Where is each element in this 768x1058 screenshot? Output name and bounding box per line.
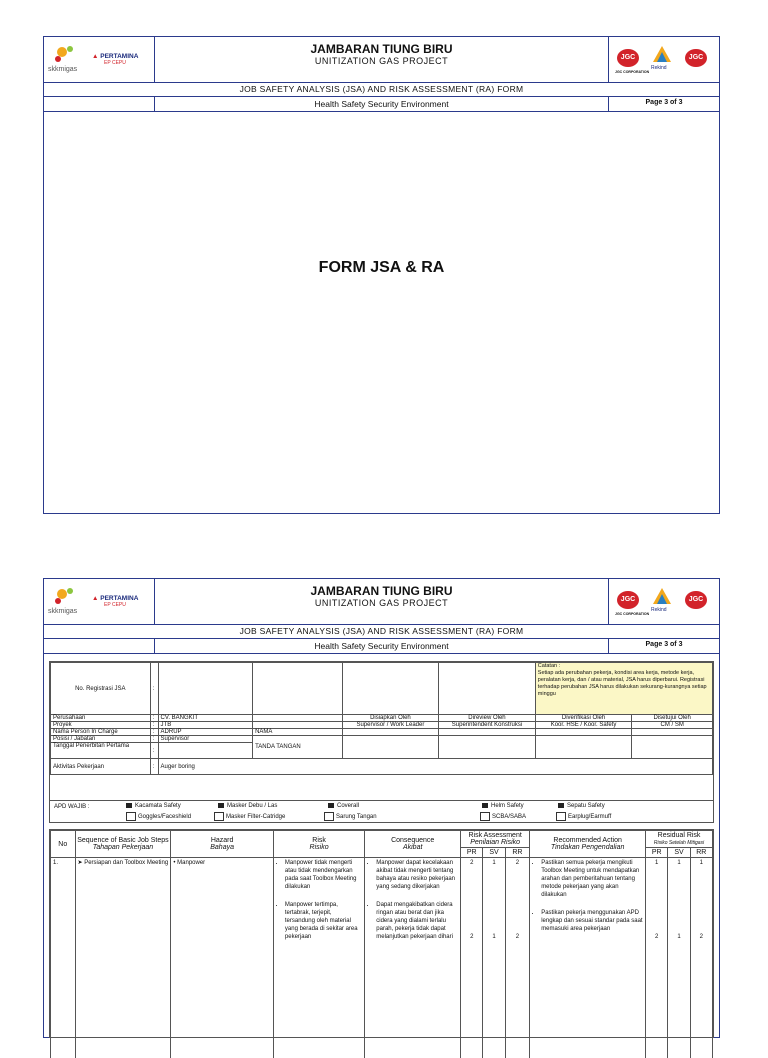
checkbox-icon[interactable] <box>558 803 564 808</box>
note-title: Catatan : <box>537 663 561 669</box>
jgc-corp-label-2: JGC CORPORATION <box>615 612 650 616</box>
activity-value: Auger boring <box>158 759 712 775</box>
position-value: Supervisor <box>158 736 253 743</box>
row-sv: 1 1 <box>483 858 505 1058</box>
jgc-corp-label: JGC CORPORATION <box>615 70 650 74</box>
col-pr: PR <box>461 848 483 858</box>
role-approved: Disetujui Oleh <box>632 715 713 722</box>
role-verified: Diverifikasi Oleh <box>535 715 632 722</box>
project-value: JTB <box>158 722 253 729</box>
apd-item[interactable]: Helm Safety <box>482 803 524 809</box>
jgc-logo-2: JGC <box>685 49 707 67</box>
pic-label: Nama Person In Charge <box>51 729 151 736</box>
checkbox-icon[interactable] <box>218 803 224 808</box>
col-no: No <box>51 831 76 858</box>
apd-item[interactable]: Coverall <box>328 803 359 809</box>
nama-label: NAMA <box>253 729 343 736</box>
date-label: Tanggal Penerbitan Pertama <box>51 743 151 759</box>
role-reviewed: Direview Oleh <box>439 715 536 722</box>
table-row <box>51 858 713 1058</box>
page-number: Page 3 of 3 <box>645 99 683 106</box>
jgc-logo: JGC <box>617 49 639 67</box>
col-rr: RR <box>505 848 530 858</box>
col-residual: Residual Risk Risiko Setelah Mitigasi <box>646 831 713 848</box>
date-value[interactable] <box>158 743 253 759</box>
name-approved: CM / SM <box>632 722 713 729</box>
row-hazard: • Manpower <box>171 858 274 1058</box>
col-sequence: Sequence of Basic Job Steps Tahapan Pekerjaan <box>75 831 171 858</box>
project-title-2: JAMBARAN TIUNG BIRU <box>310 584 453 598</box>
note-text: Setiap ada perubahan pekerja, kondisi area kerja, metode kerja, peralatan kerja, dan / atau material, JSA harus diperbarui. Registrasi terhadap perubahan JSA harus dilakukan sekurang-kurangnya setiap minggu <box>537 670 707 697</box>
client-logos <box>44 37 155 82</box>
cover-page <box>43 36 720 514</box>
col-consequence: Consequence Akibat <box>365 831 461 858</box>
position-label: Posisi / Jabatan <box>51 736 151 743</box>
company-label: Perusahaan <box>51 715 151 722</box>
col-sv-res: SV <box>668 848 690 858</box>
jsa-table <box>50 830 713 1058</box>
apd-item[interactable]: Earplug/Earmuff <box>556 812 611 821</box>
checkbox-icon[interactable] <box>324 812 334 821</box>
svg-text:skkmigas: skkmigas <box>48 608 78 615</box>
form-title: JOB SAFETY ANALYSIS (JSA) AND RISK ASSESSMENT (RA) FORM <box>44 83 719 97</box>
jgc-logo-3: JGC <box>617 591 639 609</box>
note-box <box>535 663 712 715</box>
project-label: Proyek <box>51 722 151 729</box>
apd-item[interactable]: Masker Filter-Catridge <box>214 812 285 821</box>
checkbox-icon[interactable] <box>126 803 132 808</box>
name-prepared: Supervisor / Work Leader <box>342 722 439 729</box>
apd-item[interactable]: Goggles/Faceshield <box>126 812 191 821</box>
checkbox-icon[interactable] <box>482 803 488 808</box>
name-reviewed: Superintendent Konstruksi <box>439 722 536 729</box>
rekind-logo-icon <box>649 584 675 612</box>
department-label-2: Health Safety Security Environment <box>154 639 609 653</box>
rekind-logo-icon <box>649 42 675 70</box>
checkbox-icon[interactable] <box>328 803 334 808</box>
row-res-pr: 1 2 <box>646 858 668 1058</box>
apd-item[interactable]: Sepatu Safety <box>558 803 605 809</box>
form-title-2: JOB SAFETY ANALYSIS (JSA) AND RISK ASSESSMENT (RA) FORM <box>44 625 719 639</box>
signature-label: TANDA TANGAN <box>253 736 343 759</box>
row-recommended: • Pastikan semua pekerja mengikuti Toolbox Meeting untuk mendapatkan arahan dan pemberitahuan tentang metode pekerjaan yang akan dilakukan • Pastikan pekerja menggunakan APD lengkap dan sesuai standar pada saat memasuki area pekerjaan <box>530 858 646 1058</box>
col-pr-res: PR <box>646 848 668 858</box>
col-risk: Risk Risiko <box>273 831 364 858</box>
department-label: Health Safety Security Environment <box>154 97 609 111</box>
project-subtitle: UNITIZATION GAS PROJECT <box>314 56 449 66</box>
apd-item[interactable]: Masker Debu / Las <box>218 803 277 809</box>
name-verified: Koor. HSE / Koor. Safety <box>535 722 632 729</box>
client-logos-2 <box>44 579 155 624</box>
pertamina-logo: ▲ PERTAMINA EP CEPU <box>92 53 139 66</box>
jsa-table-wrap <box>49 829 714 1038</box>
rekind-label-2: Rekind <box>651 607 667 612</box>
col-rr-res: RR <box>690 848 712 858</box>
company-value: CV. BANGKIT <box>158 715 253 722</box>
checkbox-icon[interactable] <box>480 812 490 821</box>
skkmigas-logo-icon <box>48 583 88 617</box>
row-consequence: • Manpower dapat kecelakaan akibat tidak mengerti tentang bahaya atau resiko pekerjaan yang sedang dikerjakan • Dapat mengakibatkan cidera ringan atau berat dan jika cidera yang dialami terlalu parah, pekerja tidak dapat melanjutkan pekerjaan dihari <box>365 858 461 1058</box>
row-pr: 2 2 <box>461 858 483 1058</box>
contractor-logos <box>608 37 719 82</box>
form-page <box>43 578 720 1038</box>
col-recommended: Recommended Action Tindakan Pengendalian <box>530 831 646 858</box>
role-prepared: Disiapkan Oleh <box>342 715 439 722</box>
colon: : <box>150 663 158 715</box>
checkbox-icon[interactable] <box>556 812 566 821</box>
col-sv: SV <box>483 848 505 858</box>
row-res-rr: 1 2 <box>690 858 712 1058</box>
jsa-info-block <box>49 661 714 823</box>
reg-value[interactable] <box>158 663 253 715</box>
row-step: ➤ Persiapan dan Toolbox Meeting <box>75 858 171 1058</box>
col-risk-assessment: Risk Assessment Penilaian Risiko <box>461 831 530 848</box>
pic-value: ADRUP <box>158 729 253 736</box>
apd-item[interactable]: SCBA/SABA <box>480 812 526 821</box>
checkbox-icon[interactable] <box>126 812 136 821</box>
page-header-2 <box>44 579 719 625</box>
registration-table: No. Registrasi JSA : Catatan : Setiap ada perubahan pekerja, kondisi area kerja, metode kerja, peralatan kerja, dan / atau material, JSA harus diperbarui. Registrasi terhadap perubahan JSA harus dilakukan sekurang-kurangnya setiap minggu Perusahaan : CV. BANGKIT Disiapkan Oleh Direview Oleh Diverifikasi Oleh Disetujui Oleh Proyek : JTB Supervisor / Work Leader Superintendent Konstruksi Koor. HSE / Koor. Safety CM / SM Nama Person In Charge : ADRUP NAMA Posisi / Jabatan : Supervisor TANDA TANGAN Tanggal Penerbitan Pertama : Aktivitas Pekerjaan : Auger boring <box>50 662 713 775</box>
pertamina-logo-2: ▲ PERTAMINA EP CEPU <box>92 595 139 608</box>
project-subtitle-2: UNITIZATION GAS PROJECT <box>314 598 449 608</box>
cover-title: FORM JSA & RA <box>318 259 445 276</box>
svg-text:skkmigas: skkmigas <box>48 66 78 73</box>
checkbox-icon[interactable] <box>214 812 224 821</box>
reg-label: No. Registrasi JSA <box>51 663 151 715</box>
project-title: JAMBARAN TIUNG BIRU <box>310 42 453 56</box>
col-hazard: Hazard Bahaya <box>171 831 274 858</box>
contractor-logos-2 <box>608 579 719 624</box>
apd-item[interactable]: Sarung Tangan <box>324 812 377 821</box>
rekind-label: Rekind <box>651 65 667 70</box>
row-risk: • Manpower tidak mengerti atau tidak mendengarkan pada saat Toolbox Meeting dilakukan • Manpower tertimpa, tertabrak, terjepit, tersandung oleh material yang berada di sekitar area pekerjaan <box>273 858 364 1058</box>
page-header <box>44 37 719 83</box>
row-no: 1. <box>51 858 76 1058</box>
apd-item[interactable]: Kacamata Safety <box>126 803 181 809</box>
skkmigas-logo-icon <box>48 41 88 75</box>
activity-label: Aktivitas Pekerjaan <box>51 759 151 775</box>
jgc-logo-4: JGC <box>685 591 707 609</box>
row-res-sv: 1 1 <box>668 858 690 1058</box>
apd-label: APD WAJIB : <box>54 804 90 810</box>
apd-section <box>50 800 713 822</box>
row-rr: 2 2 <box>505 858 530 1058</box>
page-number-2: Page 3 of 3 <box>645 641 683 648</box>
